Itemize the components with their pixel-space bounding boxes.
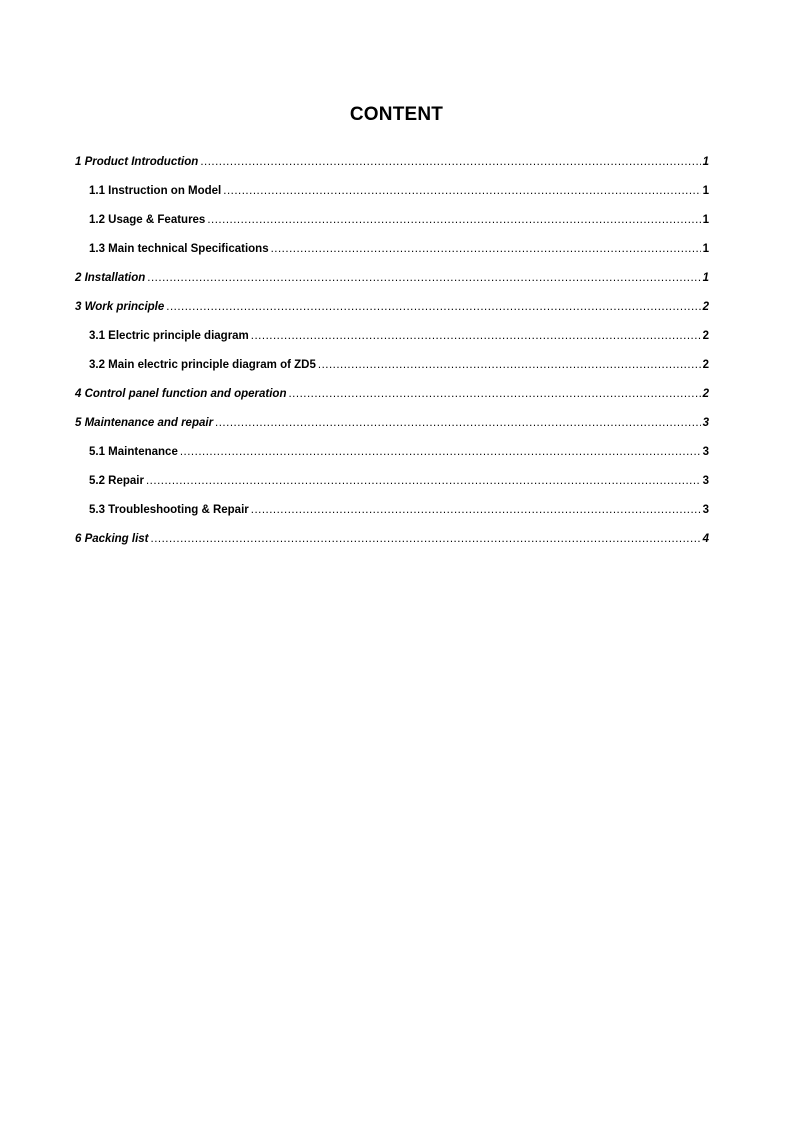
toc-leader-dots — [151, 531, 701, 547]
toc-entry[interactable] — [75, 234, 709, 263]
toc-entry[interactable] — [75, 147, 709, 176]
toc-leader-dots — [288, 386, 700, 402]
toc-leader-dots — [223, 183, 700, 199]
toc-entry-page: 1 — [702, 271, 709, 284]
toc-entry-page: 2 — [702, 358, 709, 371]
toc-entry-text: 3.1 Electric principle diagram — [89, 329, 249, 342]
toc-entry-text: 2 Installation — [75, 271, 146, 284]
toc-entry-text: 5.2 Repair — [89, 474, 144, 487]
toc-entry-page: 2 — [702, 329, 709, 342]
toc-entry-page: 1 — [702, 184, 709, 197]
table-of-contents — [75, 147, 709, 553]
toc-entry-page: 4 — [702, 532, 709, 545]
toc-entry-text: 1.3 Main technical Specifications — [89, 242, 269, 255]
toc-entry-text: 5.1 Maintenance — [89, 445, 178, 458]
toc-entry-page: 1 — [702, 213, 709, 226]
toc-entry[interactable] — [75, 263, 709, 292]
toc-entry[interactable] — [75, 321, 709, 350]
toc-entry-page: 1 — [702, 242, 709, 255]
toc-leader-dots — [251, 328, 701, 344]
toc-entry-text: 3 Work principle — [75, 300, 165, 313]
toc-entry-text: 6 Packing list — [75, 532, 149, 545]
toc-leader-dots — [146, 473, 701, 489]
toc-entry-page: 2 — [702, 387, 709, 400]
toc-entry[interactable] — [75, 495, 709, 524]
toc-entry-text: 4 Control panel function and operation — [75, 387, 287, 400]
toc-entry[interactable] — [75, 437, 709, 466]
toc-leader-dots — [147, 270, 700, 286]
toc-entry-page: 3 — [702, 474, 709, 487]
toc-entry[interactable] — [75, 466, 709, 495]
toc-entry-page: 1 — [702, 155, 709, 168]
toc-leader-dots — [215, 415, 701, 431]
toc-entry[interactable] — [75, 350, 709, 379]
toc-entry[interactable] — [75, 176, 709, 205]
toc-entry-text: 1.2 Usage & Features — [89, 213, 206, 226]
toc-entry-page: 3 — [702, 445, 709, 458]
toc-leader-dots — [207, 212, 700, 228]
toc-entry[interactable] — [75, 292, 709, 321]
toc-leader-dots — [166, 299, 700, 315]
toc-entry[interactable] — [75, 524, 709, 553]
toc-entry-text: 1 Product Introduction — [75, 155, 199, 168]
toc-entry-text: 5.3 Troubleshooting & Repair — [89, 503, 249, 516]
page-title: CONTENT — [349, 104, 444, 125]
toc-entry-text: 3.2 Main electric principle diagram of ZD5 — [89, 358, 316, 371]
toc-leader-dots — [251, 502, 701, 518]
toc-entry-text: 1.1 Instruction on Model — [89, 184, 222, 197]
toc-entry-page: 2 — [702, 300, 709, 313]
toc-entry[interactable] — [75, 379, 709, 408]
toc-entry[interactable] — [75, 205, 709, 234]
toc-entry-page: 3 — [702, 416, 709, 429]
toc-leader-dots — [271, 241, 701, 257]
toc-entry[interactable] — [75, 408, 709, 437]
toc-leader-dots — [200, 154, 700, 170]
toc-leader-dots — [318, 357, 701, 373]
toc-entry-page: 3 — [702, 503, 709, 516]
toc-leader-dots — [180, 444, 701, 460]
toc-entry-text: 5 Maintenance and repair — [75, 416, 214, 429]
